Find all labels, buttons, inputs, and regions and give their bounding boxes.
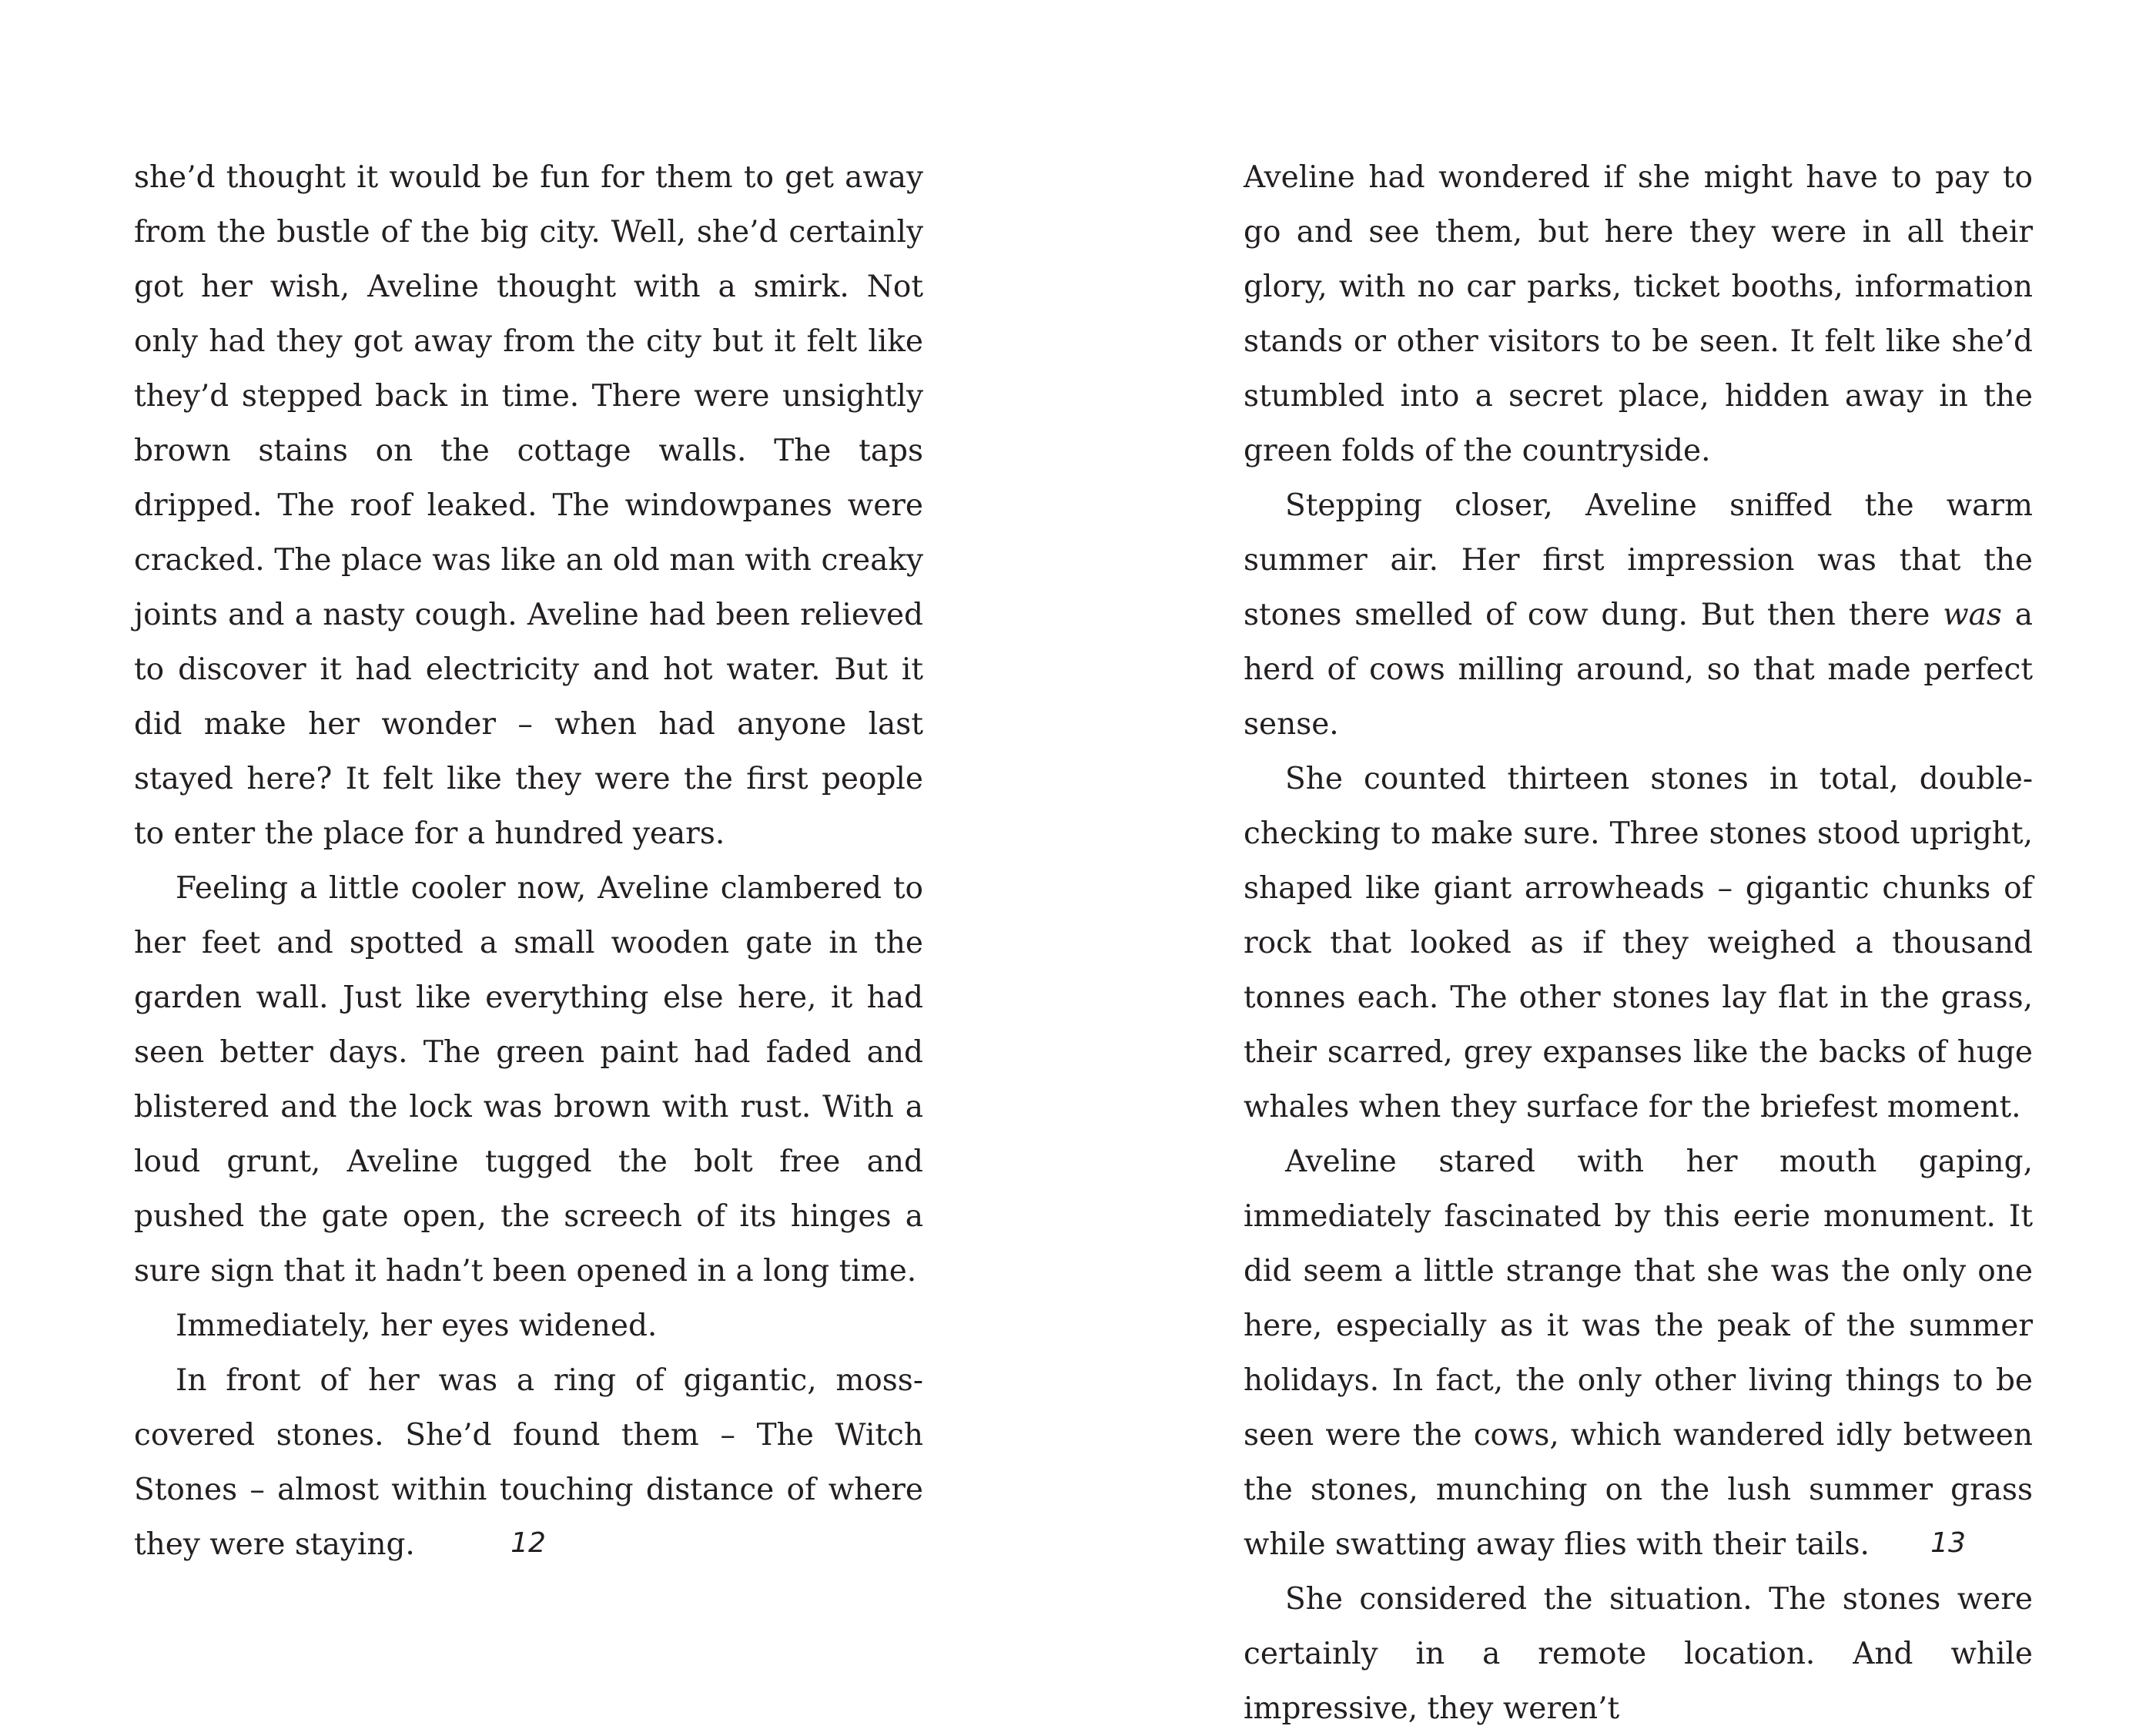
paragraph-text: Stepping closer, Aveline sniffed the warm summer air. Her first impression was that the stones smelled of cow dung. But then there [1244,488,2033,632]
left-page [0,0,1078,1643]
emphasized-word: was [1943,598,2002,632]
paragraph [1244,478,2033,752]
paragraph: Immediately, her eyes widened. [176,1309,658,1343]
paragraph: She counted thirteen stones in total, double-checking to make sure. Three stones stood upright, shaped like giant arrowheads – gigantic chunks of rock that looked as if they weighed a thousand tonnes each. The other stones lay flat in the grass, their scarred, grey expanses like the backs of huge whales when they surface for the briefest moment. [1244,762,2033,1124]
paragraph: Aveline stared with her mouth gaping, immediately fascinated by this eerie monument. It did seem a little strange that she was the only one here, especially as it was the peak of the summer holidays. In fact, the only other living things to be seen were the cows, which wandered idly between the stones, munching on the lush summer grass while swatting away flies with their tails. [1244,1144,2033,1562]
right-page [1078,0,2156,1726]
page-number: 13 [1930,1527,1966,1559]
left-page-body-text [134,150,923,1572]
paragraph: Feeling a little cooler now, Aveline clambered to her feet and spotted a small wooden gate in the garden wall. Just like everything else here, it had seen better days. The green paint had faded and blistered and the lock was brown with rust. With a loud grunt, Aveline tugged the bolt free and pushed the gate open, the screech of its hinges a sure sign that it hadn’t been opened in a long time. [134,871,923,1289]
paragraph: In front of her was a ring of gigantic, moss-covered stones. She’d found them – The Witch Stones – almost within touching distance of where they were staying. [134,1363,923,1562]
page-number: 12 [511,1527,546,1559]
paragraph: she’d thought it would be fun for them to get away from the bustle of the big city. Well, she’d certainly got her wish, Aveline thought with a smirk. Not only had they got away from the city but it felt like they’d stepped back in time. There were unsightly brown stains on the cottage walls. The taps dripped. The roof leaked. The windowpanes were cracked. The place was like an old man with creaky joints and a nasty cough. Aveline had been relieved to discover it had electricity and hot water. But it did make her wonder – when had anyone last stayed here? It felt like they were the first people to enter the place for a hundred years. [134,160,923,851]
right-page-body-text [1244,150,2033,1736]
paragraph-text: a herd of cows milling around, so that made perfect sense. [1244,598,2033,742]
paragraph: She considered the situation. The stones were certainly in a remote location. And while impressive, they weren’t [1244,1582,2033,1726]
paragraph: Aveline had wondered if she might have to pay to go and see them, but here they were in all their glory, with no car parks, ticket booths, information stands or other visitors to be seen. It felt like she’d stumbled into a secret place, hidden away in the green folds of the countryside. [1244,160,2033,468]
